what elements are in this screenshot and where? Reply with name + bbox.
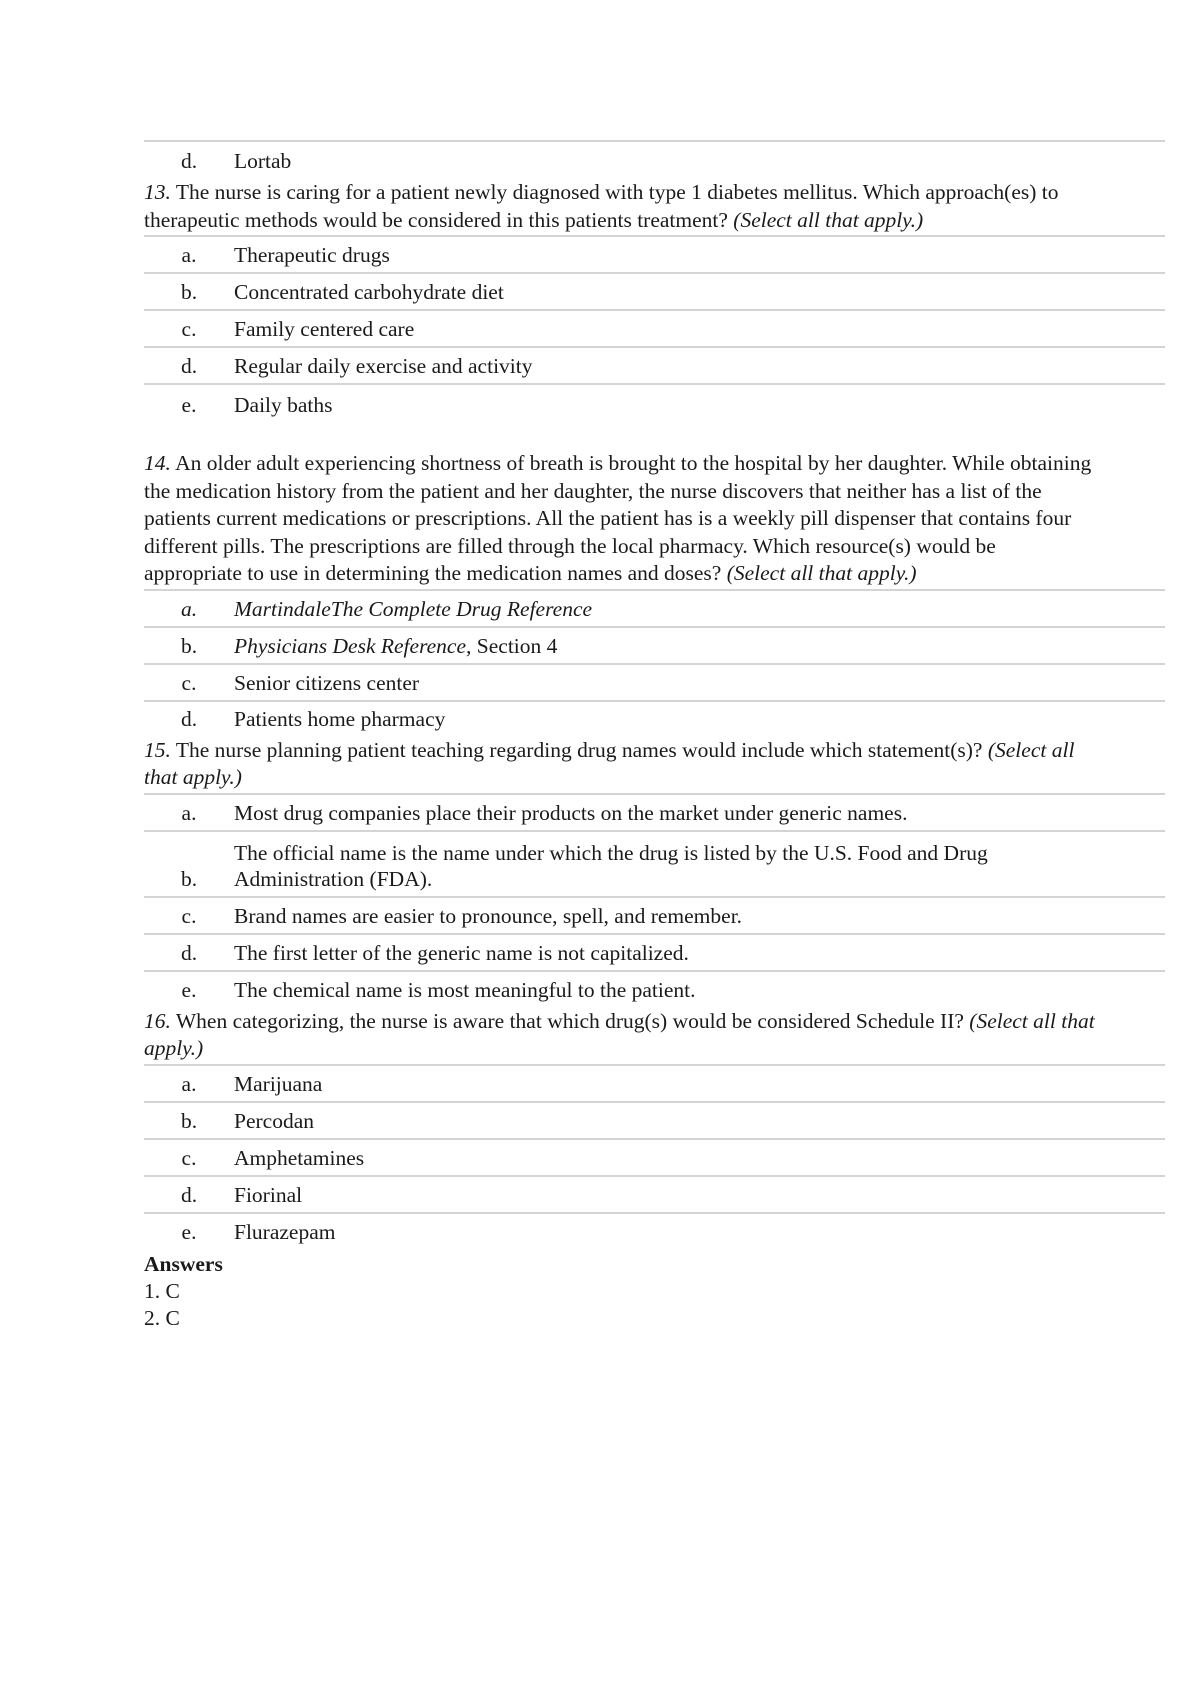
option-text: Therapeutic drugs	[234, 243, 390, 267]
question-instruction: (Select all that apply.)	[144, 737, 1075, 789]
option-letter: c.	[181, 670, 197, 695]
question-text: When categorizing, the nurse is aware that which drug(s) would be considered Schedule II?	[175, 1008, 964, 1033]
option-letter: a.	[181, 243, 197, 267]
option-row	[144, 702, 1165, 736]
option-row	[144, 274, 1165, 311]
question-13	[144, 179, 1165, 234]
question-instruction: (Select all that apply.)	[733, 207, 924, 232]
option-row	[144, 972, 1165, 1007]
question-14	[144, 450, 1165, 588]
document-content	[144, 140, 1165, 1332]
option-letter: d.	[180, 940, 198, 965]
option-row	[144, 1177, 1165, 1214]
question-text: The nurse planning patient teaching regarding drug names would include which statement(s)?	[175, 737, 983, 762]
answer-item: 2. C	[144, 1305, 180, 1330]
option-text: Marijuana	[234, 1071, 323, 1096]
option-text: The chemical name is most meaningful to the patient.	[234, 977, 696, 1002]
option-text: Flurazepam	[234, 1219, 336, 1244]
answer-item: 1. C	[144, 1278, 180, 1303]
option-letter: c.	[181, 903, 197, 928]
option-text: Concentrated carbohydrate diet	[234, 280, 504, 304]
question-number: 15.	[144, 737, 171, 762]
option-text: Most drug companies place their products on the market under generic names.	[234, 800, 908, 825]
option-row	[144, 665, 1165, 702]
question-text: An older adult experiencing shortness of breath is brought to the hospital by her daughter. While obtaining the medication history from the patient and her daughter, the nurse discovers that neither has a list of the patients current medications or prescriptions. All the patient has is a weekly pill dispenser that contains four different pills. The prescriptions are filled through the local pharmacy. Which resource(s) would be appropriate to use in determining the medication names and doses?	[144, 451, 1092, 585]
option-letter: e.	[181, 393, 197, 417]
question-15	[144, 737, 1165, 792]
option-row	[144, 348, 1165, 385]
option-letter: b.	[180, 280, 198, 304]
option-letter: b.	[180, 866, 198, 891]
option-row	[144, 311, 1165, 348]
option-row	[144, 237, 1165, 274]
option-row	[144, 1214, 1165, 1249]
option-text: Lortab	[234, 149, 292, 173]
option-letter: e.	[181, 1219, 197, 1244]
option-letter: a.	[180, 596, 198, 621]
question-16	[144, 1008, 1165, 1063]
question-number: 14.	[144, 451, 171, 475]
option-text: Senior citizens center	[234, 670, 420, 695]
option-text: Brand names are easier to pronounce, spell, and remember.	[234, 903, 743, 928]
option-text: Patients home pharmacy	[234, 706, 446, 731]
question-number: 16.	[144, 1008, 171, 1033]
option-row	[144, 591, 1165, 628]
option-row	[144, 1066, 1165, 1103]
option-letter: d.	[180, 706, 198, 731]
option-row	[144, 142, 1165, 178]
question-text: The nurse is caring for a patient newly diagnosed with type 1 diabetes mellitus. Which approach(es) to therapeutic methods would be considered in this patients treatment?	[144, 180, 1059, 232]
option-letter: d.	[180, 149, 198, 173]
question-instruction: (Select all that apply.)	[726, 561, 917, 585]
option-row	[144, 1140, 1165, 1177]
option-text-italic: Physicians Desk Reference,	[234, 633, 472, 658]
option-row	[144, 385, 1165, 422]
option-row	[144, 628, 1165, 665]
option-text: Regular daily exercise and activity	[234, 354, 533, 378]
option-text-wrap	[234, 633, 1165, 659]
option-letter: b.	[180, 633, 198, 658]
option-text: The first letter of the generic name is not capitalized.	[234, 940, 689, 965]
option-letter: d.	[180, 354, 198, 378]
option-letter: b.	[180, 1108, 198, 1133]
option-letter: c.	[181, 1145, 197, 1170]
option-row	[144, 832, 1165, 898]
option-text: Amphetamines	[234, 1145, 365, 1170]
question-number: 13.	[144, 180, 171, 204]
answers-heading: Answers	[144, 1251, 223, 1276]
option-letter: a.	[181, 800, 197, 825]
option-text: MartindaleThe Complete Drug Reference	[234, 596, 593, 621]
option-row	[144, 1103, 1165, 1140]
option-row	[144, 935, 1165, 972]
option-text: Percodan	[234, 1108, 314, 1133]
option-text: Daily baths	[234, 393, 333, 417]
option-row	[144, 898, 1165, 935]
question-instruction: (Select all that apply.)	[144, 1008, 1095, 1060]
option-text: Family centered care	[234, 317, 415, 341]
option-letter: a.	[181, 1071, 197, 1096]
option-text: The official name is the name under which the drug is listed by the U.S. Food and Drug Administration (FDA).	[234, 840, 988, 891]
option-text: Fiorinal	[234, 1182, 303, 1207]
option-row	[144, 795, 1165, 832]
option-text: Section 4	[471, 633, 558, 658]
option-letter: c.	[181, 317, 197, 341]
option-letter: d.	[180, 1182, 198, 1207]
option-letter: e.	[181, 977, 197, 1002]
